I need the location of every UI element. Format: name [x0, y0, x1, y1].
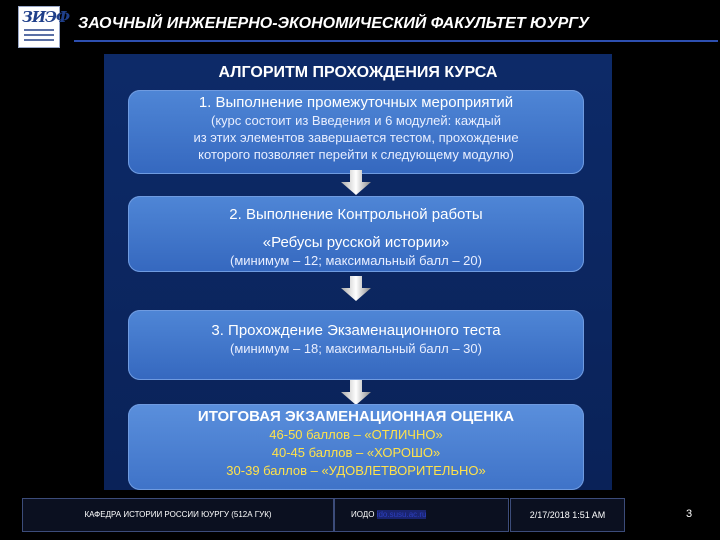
step-3-box [128, 310, 584, 380]
slide-header [0, 0, 720, 50]
final-grade-heading: ИТОГОВАЯ ЭКЗАМЕНАЦИОННАЯ ОЦЕНКА [197, 408, 515, 425]
logo-lines [24, 29, 54, 44]
step-2-box [128, 196, 584, 272]
step-1-detail-line: которого позволяет перейти к следующему модулю) [198, 147, 514, 162]
down-arrow-icon [340, 276, 372, 302]
step-2-detail-line: (минимум – 12; максимальный балл – 20) [230, 253, 482, 268]
step-1-heading: 1. Выполнение промежуточных мероприятий [198, 94, 514, 111]
step-1-detail-line: (курс состоит из Введения и 6 модулей: каждый [210, 113, 501, 128]
footer-datetime: 2/17/2018 1:51 AM [510, 498, 625, 532]
footer-department: КАФЕДРА ИСТОРИИ РОССИИ ЮУРГУ (512А ГУК) [22, 498, 334, 532]
step-2-heading: 2. Выполнение Контрольной работы [229, 206, 483, 223]
step-1-box [128, 90, 584, 174]
grade-line: 46-50 баллов – «ОТЛИЧНО» [269, 427, 443, 442]
step-1-detail-line: из этих элементов завершается тестом, прохождение [193, 130, 519, 145]
page-number: 3 [686, 508, 693, 520]
panel-title: АЛГОРИТМ ПРОХОЖДЕНИЯ КУРСА [218, 64, 498, 81]
header-divider [74, 40, 718, 42]
step-3-heading: 3. Прохождение Экзаменационного теста [211, 322, 501, 339]
page-title: ЗАОЧНЫЙ ИНЖЕНЕРНО-ЭКОНОМИЧЕСКИЙ ФАКУЛЬТЕТ ЮУРГУ [78, 15, 589, 32]
footer-iodo [334, 498, 509, 532]
final-grade-box [128, 404, 584, 490]
logo-text: ЗИЭФ [22, 8, 70, 26]
grade-line: 30-39 баллов – «УДОВЛЕТВОРИТЕЛЬНО» [226, 463, 486, 478]
down-arrow-icon [340, 380, 372, 406]
down-arrow-icon [340, 170, 372, 196]
grade-line: 40-45 баллов – «ХОРОШО» [271, 445, 441, 460]
faculty-logo [18, 6, 70, 48]
footer-iodo-label: ИОДО [351, 510, 375, 519]
footer-iodo-link[interactable]: ido.susu.ac.ru [376, 510, 427, 519]
step-3-detail-line: (минимум – 18; максимальный балл – 30) [230, 341, 482, 356]
step-2-heading-title: «Ребусы русской истории» [262, 234, 450, 251]
